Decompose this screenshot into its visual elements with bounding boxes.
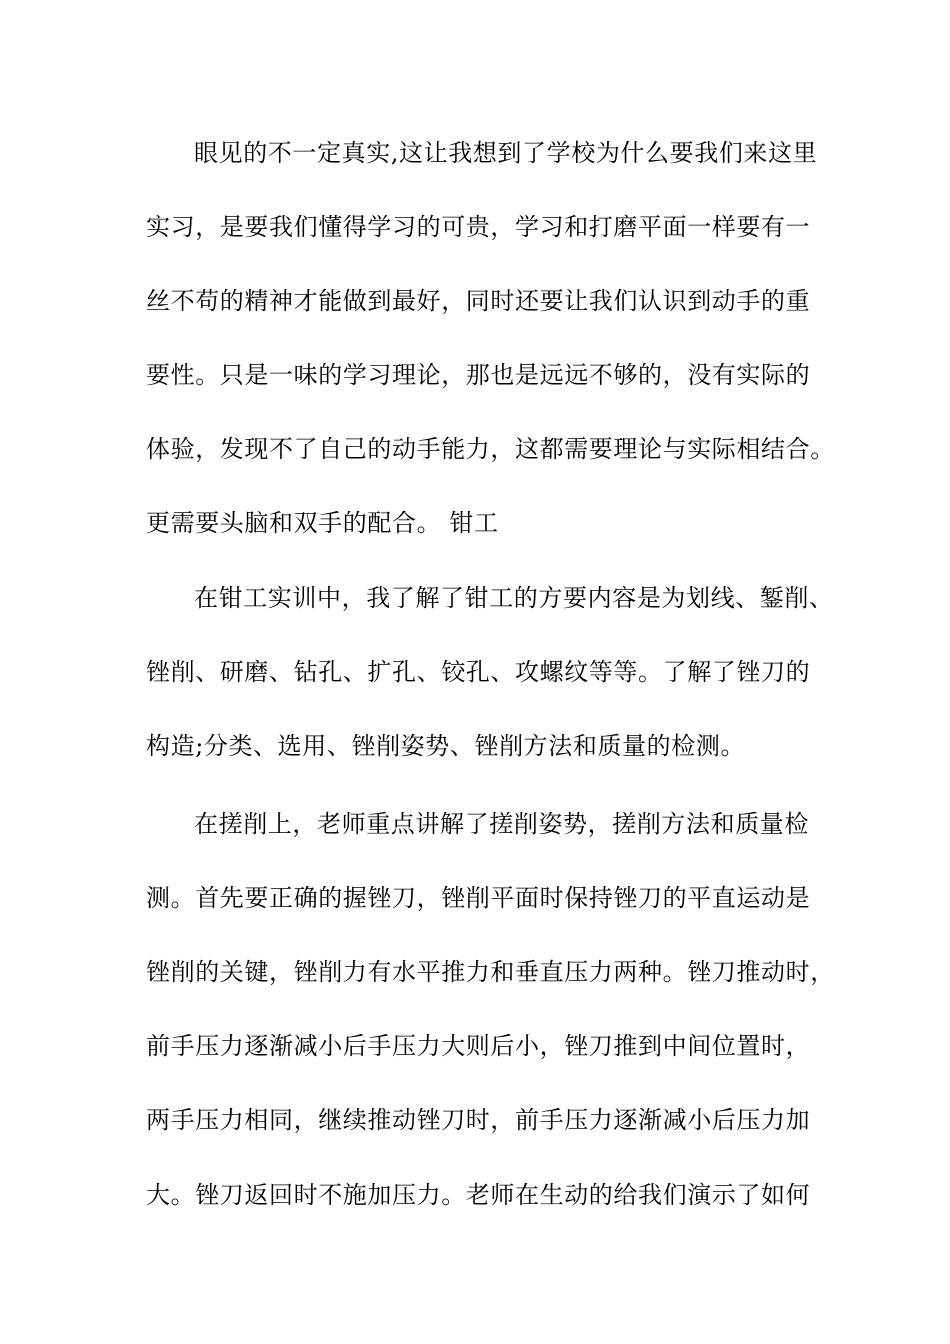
text-line: 眼见的不一定真实,这让我想到了学校为什么要我们来这里	[194, 139, 818, 167]
text-line: 构造;分类、选用、锉削姿势、锉削方法和质量的检测。	[146, 732, 746, 760]
text-line: 丝不苟的精神才能做到最好，同时还要让我们认识到动手的重	[146, 287, 811, 315]
text-line: 大。锉刀返回时不施加压力。老师在生动的给我们演示了如何	[146, 1181, 811, 1209]
text-line: 在搓削上，老师重点讲解了搓削姿势，搓削方法和质量检	[194, 810, 809, 838]
text-line: 体验，发现不了自己的动手能力，这都需要理论与实际相结合。	[146, 435, 835, 463]
text-line: 锉削、研磨、钻孔、扩孔、铰孔、攻螺纹等等。了解了锉刀的	[146, 658, 811, 686]
text-line: 锉削的关键，锉削力有水平推力和垂直压力两种。锉刀推动时，	[146, 958, 835, 986]
text-line: 两手压力相同，继续推动锉刀时，前手压力逐渐减小后压力加	[146, 1106, 811, 1134]
text-line: 要性。只是一味的学习理论，那也是远远不够的，没有实际的	[146, 361, 811, 389]
text-line: 更需要头脑和双手的配合。 钳工	[146, 509, 499, 537]
text-line: 前手压力逐渐减小后手压力大则后小，锉刀推到中间位置时，	[146, 1032, 811, 1060]
text-line: 实习，是要我们懂得学习的可贵，学习和打磨平面一样要有一	[146, 213, 811, 241]
text-line: 测。首先要正确的握锉刀，锉削平面时保持锉刀的平直运动是	[146, 884, 811, 912]
text-line: 在钳工实训中，我了解了钳工的方要内容是为划线、錾削、	[194, 584, 834, 612]
